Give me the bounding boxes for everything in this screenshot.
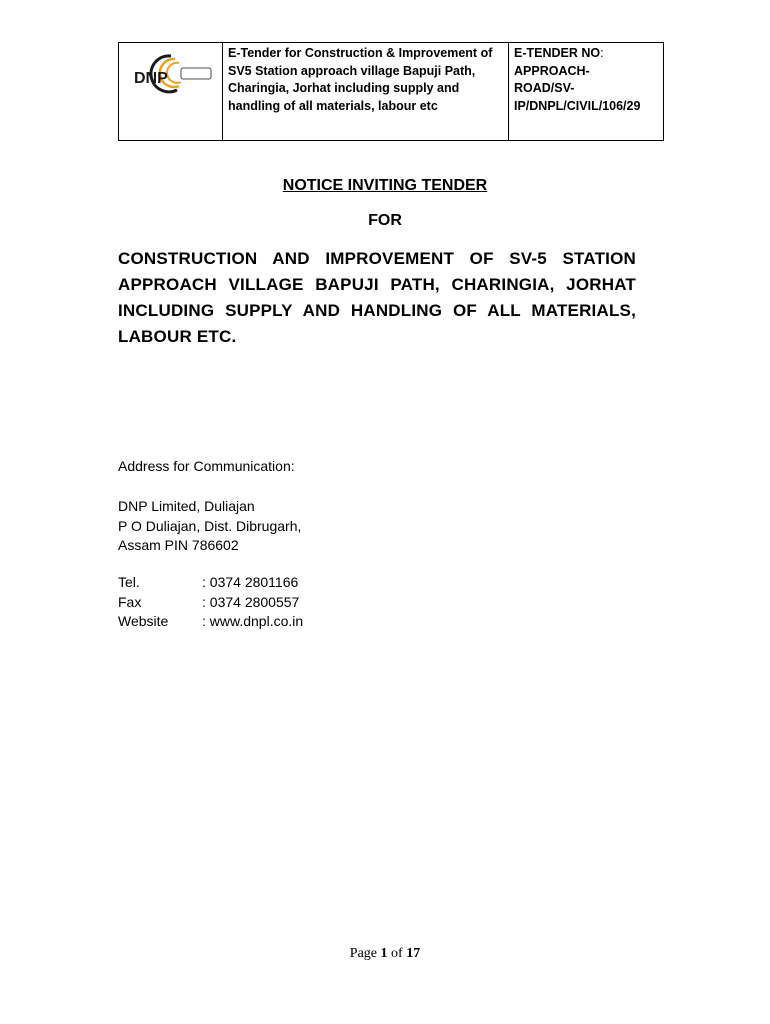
page-word: Page bbox=[349, 946, 378, 961]
contact-value: : www.dnpl.co.in bbox=[202, 613, 304, 629]
tender-subject: CONSTRUCTION AND IMPROVEMENT OF SV-5 STATION APPROACH VILLAGE BAPUJI PATH, CHARINGIA, JORHAT INCLUDING SUPPLY AND HANDLING OF ALL MATERIALS, LABOUR ETC. bbox=[118, 249, 636, 346]
contact-row-fax bbox=[118, 593, 303, 613]
tender-number-line: IP/DNPL/CIVIL/106/29 bbox=[514, 98, 641, 113]
contact-key: Tel. bbox=[118, 574, 140, 590]
logo-cell bbox=[119, 43, 223, 141]
of-word: of bbox=[391, 946, 403, 961]
dnp-logo bbox=[127, 50, 213, 98]
tender-number-cell bbox=[509, 43, 664, 141]
tender-number-label: E-TENDER NO bbox=[514, 46, 601, 60]
tender-number-line: APPROACH- bbox=[514, 63, 590, 78]
tender-description-cell bbox=[223, 43, 509, 141]
notice-title: NOTICE INVITING TENDER bbox=[282, 177, 488, 194]
contact-row-website bbox=[118, 612, 303, 632]
contact-value: : 0374 2801166 bbox=[202, 574, 299, 590]
address-block bbox=[118, 497, 301, 556]
tender-description: E-Tender for Construction & Improvement of SV5 Station approach village Bapuji Path, Charingia, Jorhat including supply and handling of all materials, labour etc bbox=[228, 46, 493, 113]
contact-block bbox=[118, 573, 303, 632]
address-label: Address for Communication: bbox=[118, 458, 295, 474]
contact-key: Fax bbox=[118, 593, 142, 610]
contact-row-tel bbox=[118, 573, 303, 593]
header-table bbox=[118, 42, 664, 141]
notice-for: FOR bbox=[368, 212, 402, 229]
address-line: Assam PIN 786602 bbox=[118, 537, 239, 553]
page-number: 1 bbox=[380, 946, 388, 961]
tender-number bbox=[509, 43, 663, 115]
address-line: DNP Limited, Duliajan bbox=[118, 498, 255, 514]
tender-number-line: ROAD/SV- bbox=[514, 81, 575, 96]
logo-text: DNP bbox=[134, 70, 168, 87]
page-total: 17 bbox=[406, 946, 421, 961]
page-footer bbox=[0, 946, 770, 962]
address-line: P O Duliajan, Dist. Dibrugarh, bbox=[118, 517, 302, 534]
contact-key: Website bbox=[118, 613, 169, 629]
tender-number-colon: : bbox=[600, 46, 604, 60]
contact-value: : 0374 2800557 bbox=[202, 593, 300, 610]
